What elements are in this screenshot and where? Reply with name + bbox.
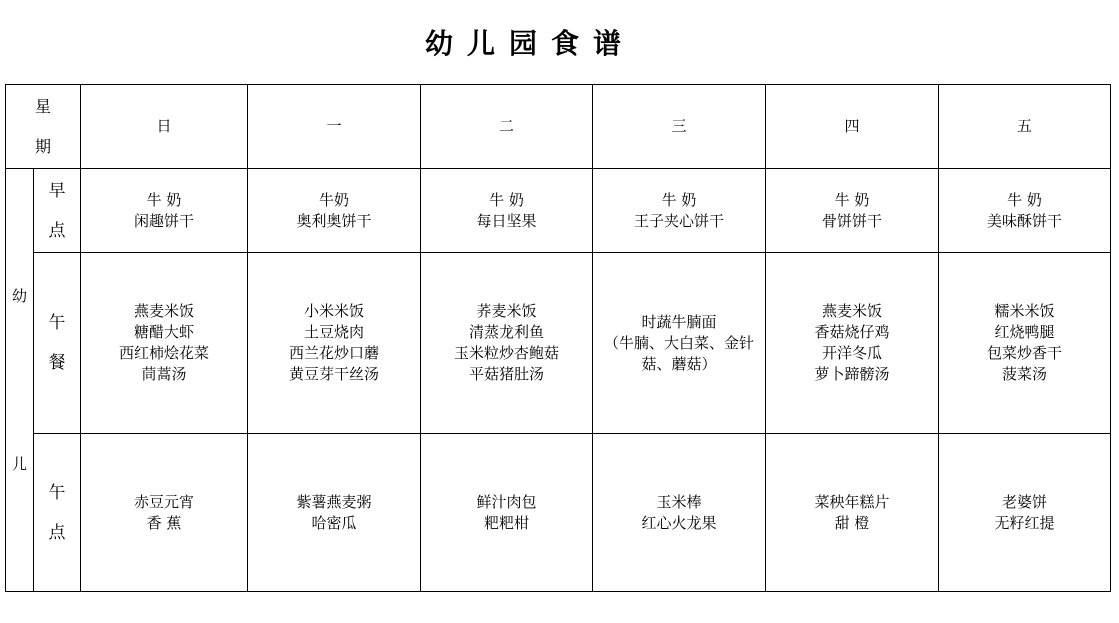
- breakfast-cell-friday: [939, 169, 1111, 253]
- day-header-tuesday: 二: [421, 85, 593, 169]
- menu-item: 香 蕉: [146, 513, 182, 532]
- menu-item: 香菇烧仔鸡: [814, 323, 890, 341]
- menu-item: 荞麦米饭: [476, 302, 537, 320]
- breakfast-cell-tuesday: [421, 169, 593, 253]
- menu-item: 平菇猪肚汤: [469, 365, 545, 383]
- day-header-sunday: 日: [81, 85, 248, 169]
- meal-label-line2: 餐: [48, 353, 66, 373]
- menu-item: 茼蒿汤: [141, 365, 187, 383]
- snack-cell-monday: [248, 434, 421, 592]
- menu-item: 燕麦米饭: [822, 302, 883, 320]
- snack-cell-wednesday: [593, 434, 766, 592]
- menu-item: 美味酥饼干: [987, 211, 1063, 230]
- day-header-monday: 一: [248, 85, 421, 169]
- day-header-wednesday: 三: [593, 85, 766, 169]
- meal-label-line1: 早: [48, 180, 66, 201]
- menu-item: 牛 奶: [661, 190, 697, 209]
- menu-item: 黄豆芽干丝汤: [289, 365, 380, 383]
- menu-item: 闲趣饼干: [134, 211, 195, 230]
- menu-item: 土豆烧肉: [304, 323, 365, 341]
- meal-label-breakfast: [34, 169, 81, 253]
- menu-item: 赤豆元宵: [134, 492, 195, 511]
- menu-item: 无籽红提: [994, 513, 1055, 532]
- menu-item: 菠菜汤: [1002, 365, 1048, 383]
- lunch-cell-monday: [248, 253, 421, 434]
- weekday-header-cell: [6, 85, 81, 169]
- menu-item: （牛腩、大白菜、金针: [604, 333, 755, 352]
- menu-item: 红烧鸭腿: [994, 323, 1055, 341]
- lunch-cell-wednesday: [593, 253, 766, 434]
- day-header-thursday: 四: [766, 85, 939, 169]
- menu-item: 玉米粒炒杏鲍菇: [454, 344, 560, 362]
- meal-label-line1: 午: [48, 313, 66, 333]
- snack-cell-friday: [939, 434, 1111, 592]
- weekday-label-line2: 期: [35, 136, 52, 156]
- menu-item: 老婆饼: [1002, 492, 1048, 511]
- breakfast-cell-sunday: [81, 169, 248, 253]
- group-label-line2: 儿: [11, 455, 27, 473]
- menu-item: 萝卜蹄髈汤: [814, 365, 890, 383]
- lunch-cell-friday: [939, 253, 1111, 434]
- menu-item: 菇、蘑菇）: [641, 354, 717, 373]
- table-header-row: [6, 85, 1111, 169]
- menu-item: 红心火龙果: [641, 513, 717, 532]
- lunch-cell-thursday: [766, 253, 939, 434]
- meal-label-line2: 点: [48, 522, 66, 543]
- menu-item: 燕麦米饭: [134, 302, 195, 320]
- menu-item: 菜秧年糕片: [814, 492, 890, 511]
- group-label-line1: 幼: [11, 287, 27, 305]
- snack-cell-sunday: [81, 434, 248, 592]
- menu-item: 包菜炒香干: [987, 344, 1063, 362]
- snack-cell-tuesday: [421, 434, 593, 592]
- menu-item: 糯米米饭: [994, 302, 1055, 320]
- table-row-lunch: [6, 253, 1111, 434]
- breakfast-cell-wednesday: [593, 169, 766, 253]
- snack-cell-thursday: [766, 434, 939, 592]
- lunch-cell-tuesday: [421, 253, 593, 434]
- menu-item: 粑粑柑: [484, 513, 530, 532]
- menu-item: 西兰花炒口蘑: [289, 344, 380, 362]
- day-header-friday: 五: [939, 85, 1111, 169]
- table-row-afternoon-snack: [6, 434, 1111, 592]
- menu-item: 奥利奥饼干: [296, 211, 372, 230]
- menu-item: 西红柿烩花菜: [119, 344, 210, 362]
- menu-item: 骨饼饼干: [822, 211, 883, 230]
- group-label-cell: [6, 169, 34, 592]
- menu-item: 鲜汁肉包: [476, 492, 537, 511]
- menu-item: 牛奶: [319, 190, 350, 209]
- menu-item: 牛 奶: [489, 190, 524, 209]
- menu-item: 哈密瓜: [311, 513, 357, 532]
- meal-label-lunch: [34, 253, 81, 434]
- menu-item: 清蒸龙利鱼: [469, 323, 545, 341]
- page-title: 幼儿园食谱: [424, 27, 635, 60]
- table-row-breakfast: [6, 169, 1111, 253]
- menu-item: 每日坚果: [476, 211, 537, 230]
- menu-item: 牛 奶: [834, 190, 870, 209]
- meal-label-line1: 午: [48, 482, 66, 503]
- menu-item: 小米米饭: [304, 302, 365, 320]
- menu-item: 玉米棒: [656, 492, 702, 511]
- menu-item: 牛 奶: [146, 190, 182, 209]
- lunch-cell-sunday: [81, 253, 248, 434]
- menu-item: 时蔬牛腩面: [641, 312, 717, 331]
- weekday-label-line1: 星: [35, 96, 52, 116]
- menu-item: 开洋冬瓜: [822, 344, 883, 362]
- breakfast-cell-monday: [248, 169, 421, 253]
- meal-label-afternoon-snack: [34, 434, 81, 592]
- menu-item: 紫薯燕麦粥: [296, 492, 372, 511]
- menu-item: 王子夹心饼干: [634, 211, 725, 230]
- menu-item: 糖醋大虾: [134, 323, 195, 341]
- menu-table: [5, 84, 1111, 592]
- breakfast-cell-thursday: [766, 169, 939, 253]
- menu-item: 牛 奶: [1007, 190, 1042, 209]
- meal-label-line2: 点: [48, 220, 66, 241]
- menu-item: 甜 橙: [834, 513, 870, 532]
